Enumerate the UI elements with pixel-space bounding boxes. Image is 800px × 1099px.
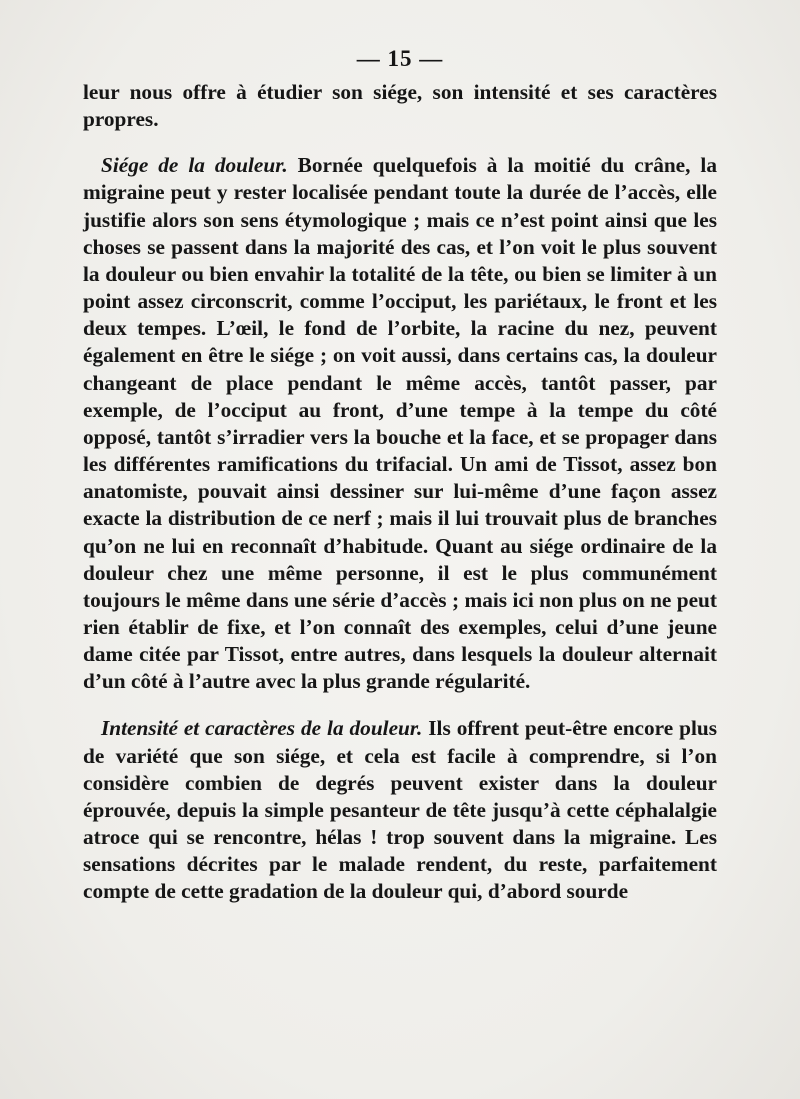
paragraph-intensite [83, 715, 717, 905]
page-number: — 15 — [356, 46, 444, 71]
paragraph-intro [83, 79, 717, 133]
paragraph-siege-text: Bornée quelquefois à la moitié du crâne, la migraine peut y rester localisée pendant toute la durée de l’accès, elle justifie alors son sens étymologique ; mais ce n’est point ainsi que les choses se passent dans la majorité des cas, et l’on voit le plus souvent la douleur ou bien envahir la totalité de la tête, ou bien se limiter à un point assez circonscrit, comme l’occiput, les pariétaux, le front et les deux tempes. L’œil, le fond de l’orbite, la racine du nez, peuvent également en être le siége ; on voit aussi, dans certains cas, la douleur changeant de place pendant le même accès, tantôt passer, par exemple, de l’occiput au front, d’une tempe à la tempe du côté opposé, tantôt s’irradier vers la bouche et la face, et se propager dans les différentes ramifications du trifacial. Un ami de Tissot, assez bon anatomiste, pouvait ainsi dessiner sur lui-même d’une façon assez exacte la distribution de ce nerf ; mais il lui trouvait plus de branches qu’on ne lui en reconnaît d’habitude. Quant au siége ordinaire de la douleur chez une même personne, il est le plus communément toujours le même dans une série d’accès ; mais ici non plus on ne peut rien établir de fixe, et l’on connaît des exemples, celui d’une jeune dame citée par Tissot, entre autres, dans lesquels la douleur alternait d’un côté à l’autre avec la plus grande régularité. [83, 153, 717, 694]
paragraph-intro-text: leur nous offre à étudier son siége, son intensité et ses caractères propres. [83, 80, 717, 132]
paragraph-intensite-text: Ils offrent peut-être encore plus de variété que son siége, et cela est facile à comprendre, si l’on considère combien de degrés peuvent exister dans la douleur éprouvée, depuis la simple pesanteur de tête jusqu’à cette céphalalgie atroce qui se rencontre, hélas ! trop souvent dans la migraine. Les sensations décrites par le malade rendent, du reste, parfaitement compte de cette gradation de la douleur qui, d’abord sourde [83, 716, 717, 904]
body-text [83, 79, 717, 906]
section-heading-intensite: Intensité et caractères de la douleur. [101, 716, 423, 741]
section-heading-siege: Siége de la douleur. [101, 153, 288, 178]
paragraph-siege [83, 152, 717, 695]
